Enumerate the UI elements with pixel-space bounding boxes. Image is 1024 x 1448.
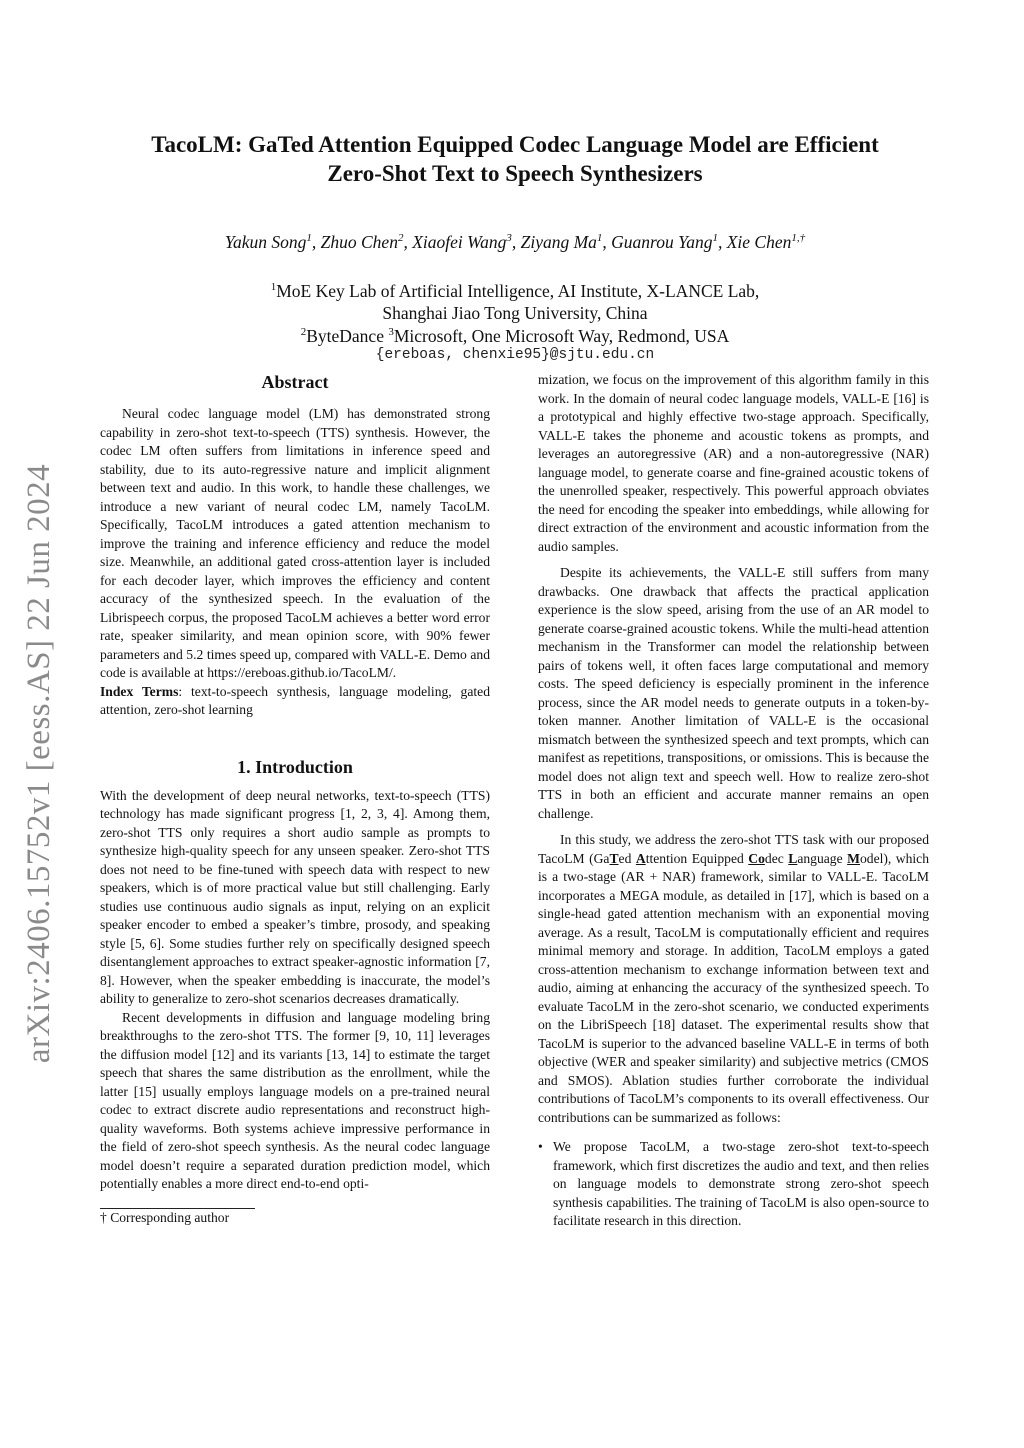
- acronym-letter: A: [635, 850, 646, 866]
- abstract-body: Neural codec language model (LM) has demonstrated strong capability in zero-shot text-to-speech (TTS) synthesis. However, the codec LM often suffers from limitations in inference speed and stability, due to its auto-regressive nature and implicit alignment between text and audio. In this work, to handle these challenges, we introduce a new variant of neural codec LM, namely TacoLM. Specifically, TacoLM introduces a gated attention mechanism to improve the training and inference efficiency and reduce the model size. Meanwhile, an additional gated cross-attention layer is included for each decoder layer, which improves the efficiency and content accuracy of the synthesized speech. In the evaluation of the Librispeech corpus, the proposed TacoLM achieves a better word error rate, speaker similarity, and mean opinion score, with 90% fewer parameters and 5.2 times speed up, compared with VALL-E. Demo and code is available at https://ereboas.github.io/TacoLM/.: [100, 406, 490, 680]
- author-affil-sup: 1,†: [791, 232, 806, 245]
- abstract-heading: Abstract: [261, 372, 329, 392]
- intro-paragraph-4: Despite its achievements, the VALL-E still suffers from many drawbacks. One drawback that affects the practical application experience is the slow speed, arising from the use of an AR model to generate coarse-grained acoustic tokens. While the multi-head attention mechanism in the Transformer can model the relationship between pairs of tokens well, it often faces large computational and memory costs. The speed deficiency is especially prominent in the inference process, since the AR model needs to generate outputs in a token-by-token manner. Another limitation of VALL-E is the occasional mismatch between the synthesized speech and text prompts, which can manifest as repetitions, transpositions, or omissions. This is because the model does not align text and speech well. How to realize zero-shot TTS in both an efficient and accurate manner remains an open challenge.: [538, 565, 929, 821]
- left-column: [100, 371, 490, 1227]
- author-name: Yakun Song: [224, 232, 307, 252]
- affil-sup: 2: [300, 326, 307, 338]
- affil-line: Shanghai Jiao Tong University, China: [382, 302, 648, 323]
- arxiv-identifier: arXiv:2406.15752v1 [eess.AS] 22 Jun 2024: [21, 463, 58, 1063]
- bullet-icon: •: [538, 1139, 543, 1154]
- intro-paragraph-5: [538, 831, 929, 1127]
- text-span: In this study, we address the zero-shot TTS task with our proposed TacoLM (Ga: [538, 832, 929, 866]
- author-sep: ,: [403, 232, 413, 252]
- section-heading-introduction: 1. Introduction: [237, 756, 353, 777]
- contribution-list-item: [538, 1138, 929, 1231]
- affiliation-1: [100, 276, 930, 324]
- author-sep: ,: [602, 232, 612, 252]
- author-name: Xiaofei Wang: [412, 232, 507, 252]
- text-span: odel), which is a two-stage (AR + NAR) framework, similar to VALL-E. TacoLM incorporates a MEGA module, as detailed in [17], which is based on a single-head gated attention mechanism with an exponential moving average. As a result, TacoLM is computationally efficient and requires minimal memory and storage. In addition, TacoLM employs a gated cross-attention mechanism to exchange information between text and audio, aiming at enhancing the accuracy of the synthesized speech. To evaluate TacoLM in the zero-shot scenario, we conducted experiments on the LibriSpeech [18] dataset. The experimental results show that TacoLM is superior to the advanced baseline VALL-E in terms of both objective (WER and speaker similarity) and subjective metrics (CMOS and SMOS). Ablation studies further corroborate the individual contributions of TacoLM’s components to its overall effectiveness. Our contributions can be summarized as follows:: [538, 850, 930, 1125]
- index-terms-text: : text-to-speech synthesis, language modeling, gated attention, zero-shot learning: [100, 683, 490, 717]
- acronym-letter: T: [609, 850, 619, 866]
- author: [321, 232, 413, 252]
- affil-sup: 3: [388, 326, 394, 338]
- title-line-2: Zero-Shot Text to Speech Synthesizers: [327, 161, 703, 186]
- author-affil-sup: 2: [397, 232, 404, 245]
- right-column: [538, 371, 929, 1231]
- text-span: ed: [618, 850, 636, 866]
- affil-sup: 1: [270, 281, 277, 293]
- author-sep: ,: [511, 232, 521, 252]
- text-span: dec: [764, 850, 789, 866]
- author: [727, 232, 805, 252]
- author-name: Ziyang Ma: [520, 232, 597, 252]
- author-affil-sup: 1: [306, 232, 312, 245]
- author: [412, 232, 520, 252]
- author-affil-sup: 3: [506, 232, 512, 245]
- author-sep: ,: [717, 232, 727, 252]
- author: [521, 232, 612, 252]
- intro-paragraph-3: mization, we focus on the improvement of this algorithm family in this work. In the domain of neural codec language models, VALL-E [16] is a prototypical and highly effective two-stage approach. Specifically, VALL-E takes the phoneme and acoustic tokens as prompts, and leverages an autoregressive (AR) and a non-autoregressive (NAR) language model, to generate coarse and fine-grained acoustic tokens of the unenrolled speaker, respectively. This powerful approach obviates the need for encoding the speaker into embeddings, while allowing for direct extraction of the environment and acoustic information from the audio samples.: [538, 372, 929, 554]
- author-email: {ereboas, chenxie95}@sjtu.edu.cn: [375, 347, 655, 363]
- title-line-1: TacoLM: GaTed Attention Equipped Codec Language Model are Efficient: [151, 132, 879, 157]
- author-name: Zhuo Chen: [320, 232, 398, 252]
- acronym-letter: L: [788, 850, 798, 866]
- intro-paragraph-1: With the development of deep neural networks, text-to-speech (TTS) technology has made significant progress [1, 2, 3, 4]. Among them, zero-shot TTS only requires a short audio sample as prompts to synthesize high-quality speech for any unseen speaker. Zero-shot TTS does not need to be fine-tuned with speech data with respect to new speakers, which is of more practical value but still challenging. Early studies use continuous audio signals as input, relying on an explicit speaker encoder to embed a speaker’s timbre, prosody, and speaking style [5, 6]. Some studies further rely on specifically designed speech disentanglement approaches to extract speaker-agnostic information [7, 8]. However, when the speaker embedding is inaccurate, the model’s ability to generalize to zero-shot scenarios decreases dramatically.: [100, 787, 490, 1006]
- author: [611, 232, 727, 252]
- acronym-letter: M: [847, 850, 860, 866]
- author-sep: ,: [311, 232, 321, 252]
- affil-line: ByteDance: [306, 325, 389, 346]
- author-name: Guanrou Yang: [611, 232, 713, 252]
- contribution-text: We propose TacoLM, a two-stage zero-shot text-to-speech framework, which first discretizes the audio and text, and then relies on language models to demonstrate strong zero-shot speech synthesis capabilities. The training of TacoLM is also open-source to facilitate research in this direction.: [553, 1139, 929, 1228]
- acronym-letter: Co: [748, 850, 765, 866]
- index-terms: [100, 683, 490, 720]
- author-affil-sup: 1: [712, 232, 718, 245]
- author-list: [100, 232, 930, 253]
- text-span: ttention Equipped: [645, 850, 749, 866]
- intro-paragraph-2: Recent developments in diffusion and language modeling bring breakthroughs to the zero-shot TTS. The former [9, 10, 11] leverages the diffusion model [12] and its variants [13, 14] to estimate the target speech that shares the same distribution as the enrollment, while the latter [15] usually employs language models on a pre-trained neural codec to extract discrete audio representations and reconstruct high-quality waveforms. Both systems achieve impressive performance in the field of zero-shot speech synthesis. As the neural codec language model doesn’t require a separated duration prediction model, which potentially enables a more direct end-to-end opti-: [100, 1009, 490, 1191]
- text-span: anguage: [797, 850, 848, 866]
- index-terms-label: Index Terms: [100, 683, 179, 699]
- footnote-corresponding-author: † Corresponding author: [100, 1209, 230, 1225]
- affil-line: MoE Key Lab of Artificial Intelligence, AI Institute, X-LANCE Lab,: [276, 280, 760, 301]
- author: [225, 232, 321, 252]
- affil-line: Microsoft, One Microsoft Way, Redmond, USA: [393, 325, 730, 346]
- affiliation-2-3: [100, 321, 930, 347]
- author-name: Xie Chen: [726, 232, 792, 252]
- arxiv-sidebar: [18, 448, 62, 1078]
- paper-title: [100, 130, 930, 188]
- author-affil-sup: 1: [596, 232, 603, 245]
